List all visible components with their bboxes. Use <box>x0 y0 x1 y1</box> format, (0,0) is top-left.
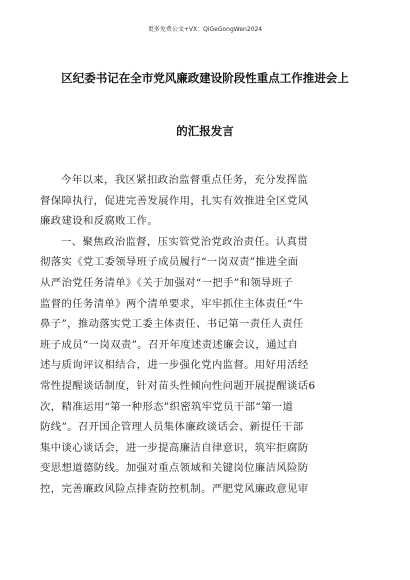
paragraph-1-line: 今年以来，我区紧扣政治监督重点任务，充分发挥监 <box>61 174 309 186</box>
header-note: 更多免费公文+VX：QiGeGongWen2024 <box>147 26 263 33</box>
document-title-line-1: 区纪委书记在全市党风廉政建设阶段性重点工作推进会上 <box>61 71 349 85</box>
paragraph-2-line: 述与质询评议相结合，进一步强化党内监督。用好用活经 <box>40 359 309 372</box>
paragraph-2-line: 班子成员“一岗双责”。召开年度述责述廉会议，通过自 <box>40 338 299 351</box>
paragraph-1-line: 督保障执行，促进完善发展作用，扎实有效推进全区党风 <box>40 194 309 207</box>
paragraph-2-line: 次，精准运用“第一种形态”织密筑牢党员干部“第一道 <box>40 400 294 413</box>
document-title-line-2: 的汇报发言 <box>176 124 234 138</box>
body-text <box>40 170 374 500</box>
paragraph-2-line: 一、聚焦政治监督，压实管党治党政治责任。认真贯 <box>61 235 309 248</box>
paragraph-2-line: 彻落实《党工委领导班子成员履行“一岗双责”推进全面 <box>40 256 299 269</box>
paragraph-2-line: 集中谈心谈话会，进一步提高廉洁自律意识，筑牢拒腐防 <box>40 441 309 454</box>
paragraph-2-line: 常性提醒谈话制度，针对苗头性倾向性问题开展提醒谈话6 <box>40 379 316 392</box>
paragraph-2-line: 变思想道德防线。加强对重点领域和关键岗位廉洁风险防 <box>40 462 309 475</box>
paragraph-2-line: 防线”。召开国企管理人员集体廉政谈话会、新提任干部 <box>40 421 304 434</box>
paragraph-2-line: 鼻子”，推动落实党工委主体责任、书记第一责任人责任 <box>40 318 304 331</box>
paragraph-2-line: 监督的任务清单》两个清单要求，牢牢抓住主体责任“牛 <box>40 297 304 310</box>
paragraph-2-line: 从严治党任务清单》《关于加强对“一把手”和领导班子 <box>40 276 294 289</box>
paragraph-1-line: 廉政建设和反腐败工作。 <box>40 215 159 228</box>
paragraph-2-line: 控，完善廉政风险点排查防控机制。严肥党风廉政意见审 <box>40 482 309 495</box>
